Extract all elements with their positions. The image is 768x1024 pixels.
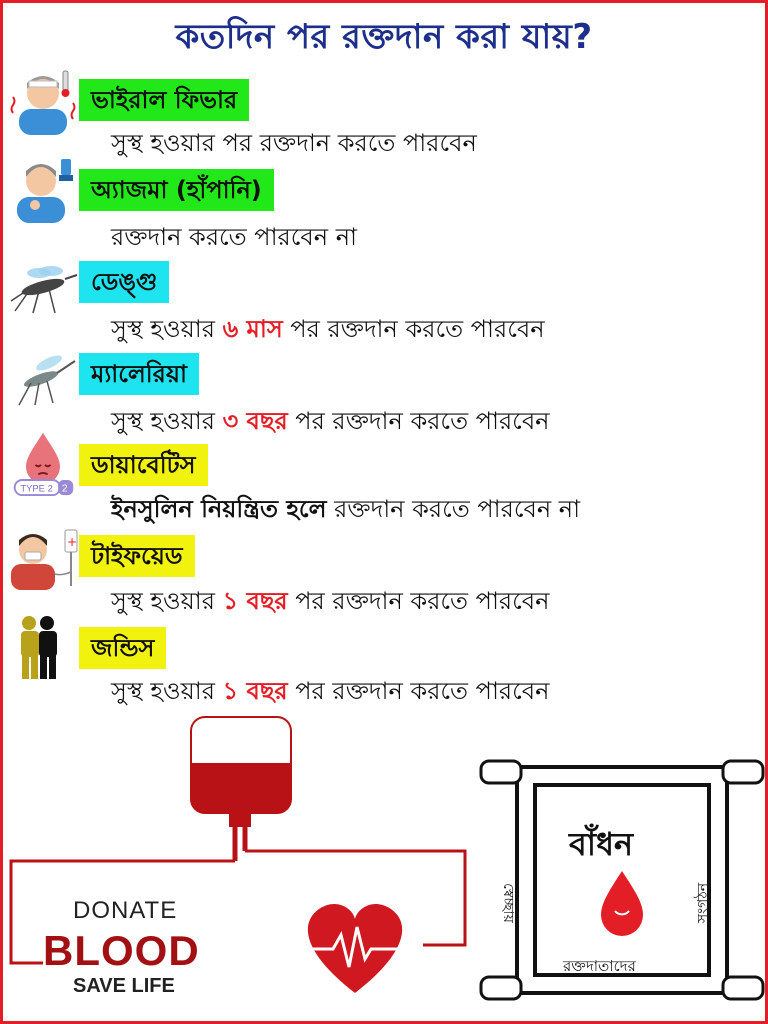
blood-text: BLOOD	[43, 927, 200, 974]
desc-asthma	[111, 219, 357, 259]
label-diabetes: ডায়াবেটিস	[79, 444, 208, 486]
mosquito-icon	[9, 253, 79, 321]
label-malaria: ম্যালেরিয়া	[79, 353, 199, 395]
desc-highlight: ১ বছর	[222, 587, 288, 615]
desc-dengue	[111, 311, 545, 351]
desc-text: সুস্থ হওয়ার	[111, 677, 223, 705]
logo-left-text: স্বেচ্ছায়	[499, 883, 516, 923]
heart-icon	[299, 904, 413, 993]
desc-text: পর রক্তদান করতে পারবেন	[287, 677, 550, 705]
label-viral-fever: ভাইরাল ফিভার	[79, 79, 249, 121]
asthma-person-icon	[9, 155, 77, 223]
desc-text: সুস্থ হওয়ার	[111, 587, 223, 615]
label-jaundice: জন্ডিস	[79, 627, 166, 669]
donate-text: DONATE	[73, 897, 178, 924]
sick-person-iv-icon	[9, 523, 81, 591]
logo-title: বাঁধন	[569, 825, 634, 863]
desc-text: পর রক্তদান করতে পারবেন	[282, 315, 545, 343]
desc-viral-fever	[111, 125, 477, 165]
fever-person-icon	[9, 67, 77, 135]
desc-highlight: ৬ মাস	[222, 315, 283, 343]
mosquito-icon	[9, 343, 79, 411]
blood-drop-icon	[601, 871, 643, 936]
desc-text: সুস্থ হওয়ার	[111, 315, 223, 343]
svg-text:2: 2	[61, 483, 68, 495]
desc-diabetes	[111, 491, 580, 531]
desc-highlight: ৩ বছর	[222, 407, 288, 435]
desc-text: রক্তদান করতে পারবেন না	[326, 495, 581, 523]
diabetes-drop-icon	[9, 429, 77, 497]
desc-text: পর রক্তদান করতে পারবেন	[287, 587, 550, 615]
page-title: কতদিন পর রক্তদান করা যায়?	[175, 17, 593, 57]
desc-highlight: ১ বছর	[222, 677, 288, 705]
label-typhoid: টাইফয়েড	[79, 535, 195, 577]
desc-bold: ইনসুলিন নিয়ন্ত্রিত হলে	[111, 495, 327, 523]
logo-bottom-text: রক্তদাতাদের	[563, 957, 636, 975]
desc-typhoid	[111, 583, 549, 623]
desc-text: রক্তদান করতে পারবেন না	[111, 223, 358, 251]
label-asthma: অ্যাজমা (হাঁপানি)	[79, 169, 274, 211]
desc-malaria	[111, 403, 550, 443]
desc-text: সুস্থ হওয়ার পর রক্তদান করতে পারবেন	[111, 129, 477, 157]
desc-text: সুস্থ হওয়ার	[111, 407, 223, 435]
save-life-text: SAVE LIFE	[73, 975, 175, 997]
svg-text:+: +	[67, 535, 78, 549]
badhon-logo	[477, 751, 767, 1021]
desc-text: পর রক্তদান করতে পারবেন	[287, 407, 550, 435]
desc-jaundice	[111, 673, 549, 713]
jaundice-people-icon	[9, 613, 69, 681]
type-badge: TYPE 2	[20, 483, 53, 495]
label-dengue: ডেঙ্গু	[79, 261, 169, 303]
logo-right-text: সংগঠন	[695, 882, 712, 924]
